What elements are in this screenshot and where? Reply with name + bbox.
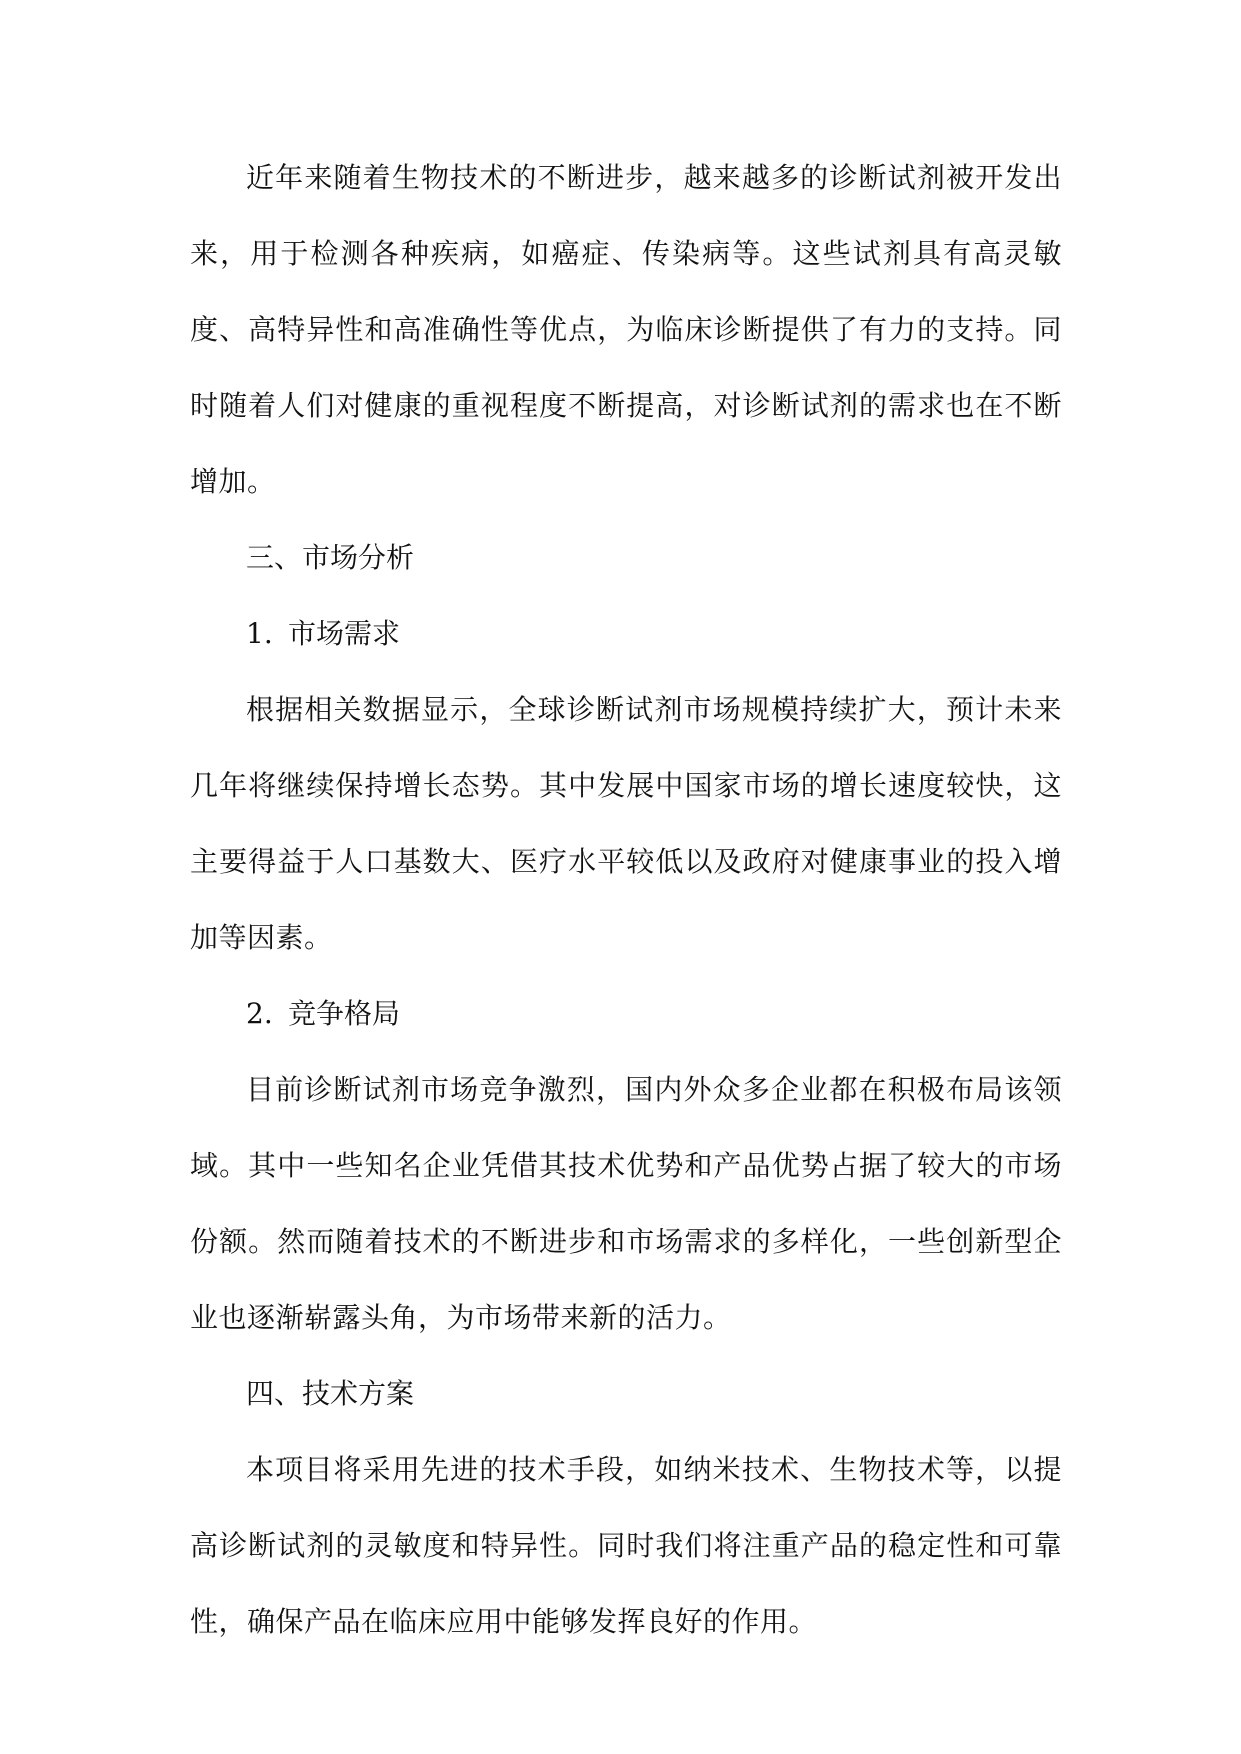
- section-heading-technical-plan: 四、技术方案: [246, 1377, 415, 1410]
- subheading-number: 1.: [246, 617, 273, 650]
- section-heading-market-analysis: 三、市场分析: [246, 541, 415, 574]
- subheading-title: 市场需求: [288, 617, 401, 650]
- subheading-title: 竞争格局: [288, 997, 401, 1030]
- competition-paragraph: 目前诊断试剂市场竞争激烈，国内外众多企业都在积极布局该领域。其中一些知名企业凭借其技术优势和产品优势占据了较大的市场份额。然而随着技术的不断进步和市场需求的多样化，一些创新型企业也逐渐崭露头角，为市场带来新的活力。: [190, 1073, 1062, 1334]
- document-page: [190, 140, 1062, 1660]
- subheading-market-demand: [190, 596, 1062, 672]
- technical-plan-paragraph: 本项目将采用先进的技术手段，如纳米技术、生物技术等，以提高诊断试剂的灵敏度和特异性。同时我们将注重产品的稳定性和可靠性，确保产品在临床应用中能够发挥良好的作用。: [190, 1453, 1062, 1638]
- subheading-competition: [190, 976, 1062, 1052]
- market-demand-paragraph: 根据相关数据显示，全球诊断试剂市场规模持续扩大，预计未来几年将继续保持增长态势。其中发展中国家市场的增长速度较快，这主要得益于人口基数大、医疗水平较低以及政府对健康事业的投入增加等因素。: [190, 693, 1062, 954]
- intro-paragraph: 近年来随着生物技术的不断进步，越来越多的诊断试剂被开发出来，用于检测各种疾病，如癌症、传染病等。这些试剂具有高灵敏度、高特异性和高准确性等优点，为临床诊断提供了有力的支持。同时随着人们对健康的重视程度不断提高，对诊断试剂的需求也在不断增加。: [190, 161, 1062, 498]
- subheading-number: 2.: [246, 997, 273, 1030]
